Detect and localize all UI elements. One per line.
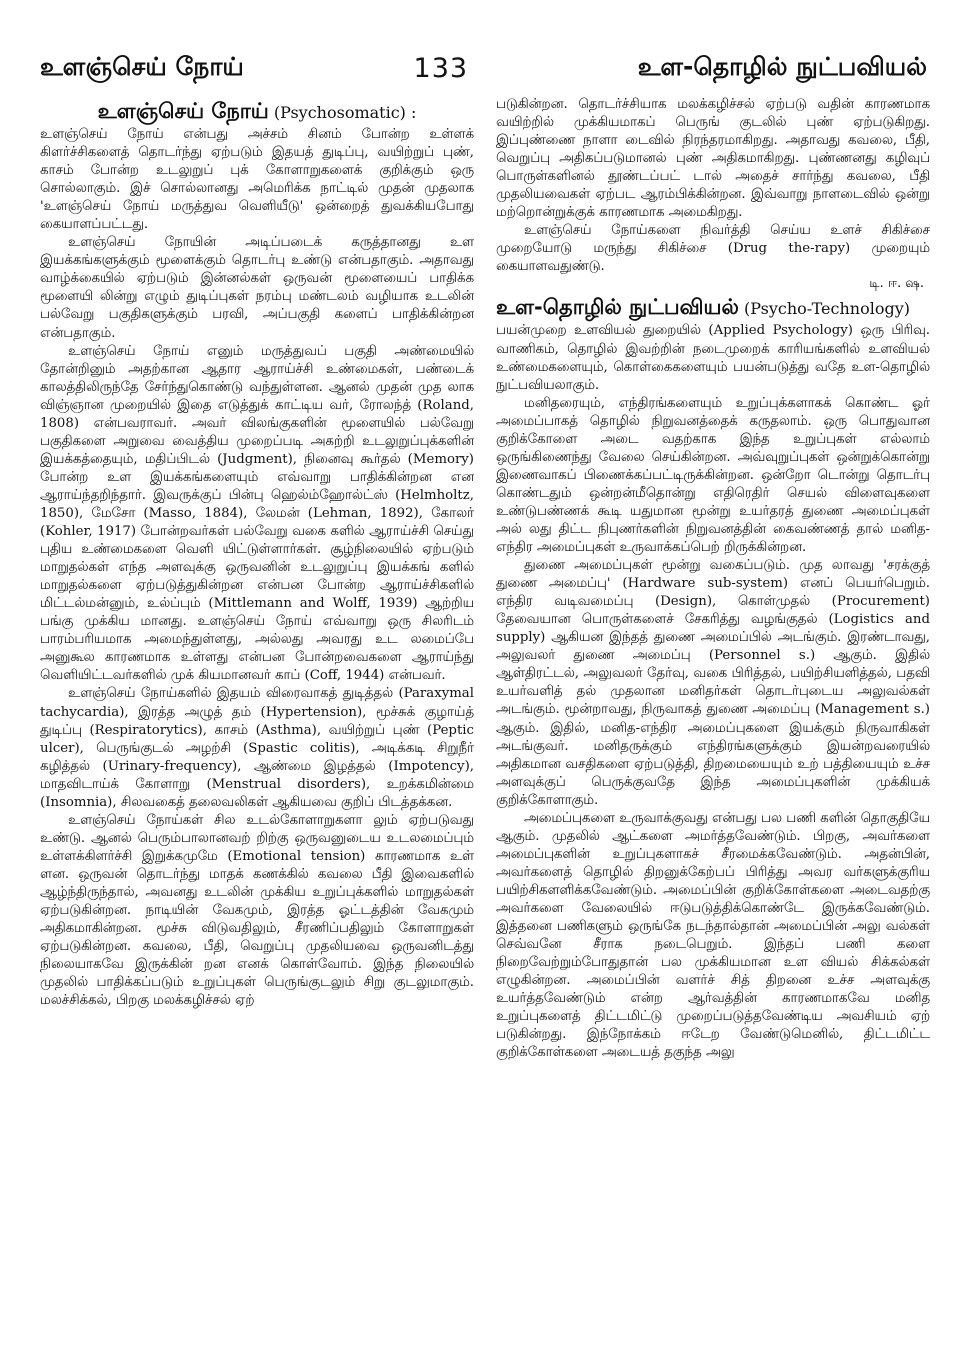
paragraph: உளஞ்செய் நோய்கள் சில உடல்கோளாறுகளா லும் ஏற்படுவது உண்டு. ஆனல் பெரும்பாலானவற் றிற்கு ஒருவனுடைய உடலமைப்பும் உள்ளக்கிளர்ச்சி இறுக்கமுமே (Emotional tension) காரணமாக உள் ளன. ஒருவன் தொடர்ந்து மாதக் கணக்கில் கவலை பீதி இவைகளில் ஆழ்ந்திருந்தால், அவனது உடலின் முக்கிய உறுப்புக்களில் மாறுதல்கள் ஏற்படுகின்றன. நாடியின் வேகமும், இரத்த ஓட்டத்தின் வேகமும் அதிகமாகின்றன. மூச்சு விடுவதிலும், சீரணிப்பதிலும் கோளாறுகள் ஏற்படுகின்றன. கவலை, பீதி, வெறுப்பு முதலியவை ஒருவனிடத்து நிலையாகவே இருக்கின் றன எனக் கொள்வோம். இந்த நிலையில் முதலில் பாதிக்கப்படும் உறுப்புகள் பெருங்குடலும் சிறு குடலுமாகும். மலச்சிக்கல், பிறகு மலக்கழிச்சல் ஏற் — [40, 812, 474, 1009]
right-column — [496, 96, 930, 1336]
author-initials: டி. ஈ. ஷ. — [869, 276, 924, 292]
paragraph: உளஞ்செய் நோய்களை நிவர்த்தி செய்ய உளச் சிகிச்சை முறையோடு மருந்து சிகிச்சை (Drug the-rapy) முறையும் கையாளவதுண்டு. — [496, 223, 930, 275]
running-head-left: உளஞ்செய் நோய் — [40, 51, 244, 81]
paragraph-continued: படுகின்றன. தொடர்ச்சியாக மலக்கழிச்சல் ஏற்படு வதின் காரணமாக வயிற்றில் முக்கியமாகப் பெருங் குடலில் புண் ஏற்படுகிறது. இப்புண்ணை நாளா டைவில் நிரந்தரமாகிறது. அதாவது கவலை, பீதி, வெறுப்பு அதிகப்படுமானல் புண் அதிகமாகிறது. புண்ணனது கழிவுப் பொருள்களினல் தூண்டப்பட் டால் அதைச் சார்ந்து கவலை, பீதி முதலியவைகள் ஏற்பட ஆரம்பிக்கின்றன. இவ்வாறு நாளடைவில் ஒன்று மற்றொன்றுக்குக் காரணமாக அமைகிறது. — [496, 97, 930, 221]
paragraph: பயன்முறை உளவியல் துறையில் (Applied Psychology) ஒரு பிரிவு. வாணிகம், தொழில் இவற்றின் நடைமுறைக் காரியங்களில் உளவியல் உண்மைகளையும், கொள்கைகளையும் பயன்படுத்து வதே உள-தொழில் நுட்பவியலாகும். — [496, 323, 930, 393]
paragraph: துணை அமைப்புகள் மூன்று வகைப்படும். முத லாவது 'சரக்குத் துணை அமைப்பு' (Hardware sub-system) எனப் பெயர்பெறும். எந்திர வடிவமைப்பு (Design), கொள்முதல் (Procurement) தேவையான பொருள்களைச் சேகரித்து வழங்குதல் (Logistics and supply) ஆகியன இந்தத் துணை அமைப்பில் அடங்கும். இரண்டாவது, அலுவலர் துணை அமைப்பு (Personnel s.) ஆகும். இதில் ஆள்திரட்டல், அலுவலர் தேர்வு, வகை பிரித்தல், பயிற்சியளித்தல், பதவி உயர்வளித் தல் முதலான மனிதர்கள் தொடர்புடைய அலுவல்கள் அடங்கும். மூன்றாவது, நிருவாகத் துணை அமைப்பு (Management s.) ஆகும். இதில், மனித-எந்திர அமைப்புகளை இயக்கும் நிருவாகிகள் அடங்குவர். மனிதருக்கும் எந்திரங்களுக்கும் இயன்றவரையில் அதிகமான வசதிகளை ஏற்படுத்தி, திறமையையும் உற் பத்தியையும் உச்ச அளவுக்குப் பெருக்குவதே இந்த அமைப்புகளின் முக்கியக் குறிக்கோளாகும். — [496, 558, 930, 808]
paragraph: உளஞ்செய் நோய்களில் இதயம் விரைவாகத் துடித்தல் (Paraxymal tachycardia), இரத்த அழுத் தம் (Hypertension), மூச்சுக் குழாய்த் துடிப்பு (Respiratorytics), காசம் (Asthma), வயிற்றுப் புண் (Peptic ulcer), பெருங்குடல் அழற்சி (Spastic colitis), அடிக்கடி சிறுநீர் கழித்தல் (Urinary-frequency), ஆண்மை இழத்தல் (Impotency), மாதவிடாய்க் கோளாறு (Menstrual disorders), உறக்கமின்மை (Insomnia), சிலவகைத் தலைவலிகள் ஆகியவை குறிப் பிடத்தக்கன. — [40, 686, 474, 810]
paragraph: உளஞ்செய் நோய் எனும் மருத்துவப் பகுதி அண்மையில் தோன்றினும் அதற்கான ஆதார ஆராய்ச்சி உண்மைகள், பண்டைக் காலத்திலிருந்தே சேர்ந்துகொண்டு வந்துள்ளன. ஆனல் முதன் முத லாக விஞ்ஞான முறையில் இதை எடுத்துக் காட்டிய வர், ரோலந்த் (Roland, 1808) என்பவராவர். அவர் விலங்குகளின் மூளையில் பல்வேறு பகுதிகளை அறுவை வைத்திய முறைப்படி அகற்றி உடலுறுப்புக்களின் இயக்கத்தையும், மதிப்பிடல் (Judgment), நினைவு கூர்தல் (Memory) போன்ற உள இயக்கங்களையும் எவ்வாறு பாதிக்கின்றன என ஆராய்ந்தறிந்தார். இவருக்குப் பின்பு ஹெல்ம்ஹோல்ட்ஸ் (Helmholtz, 1850), மேசோ (Masso, 1884), லேமன் (Lehman, 1892), கோலர் (Kohler, 1917) போன்றவர்கள் பல்வேறு வகை களில் ஆராய்ச்சி செய்து புதிய உண்மைகளை வெளி யிட்டுள்ளார்கள். சூழ்நிலையில் ஏற்படும் மாறுதல்கள் எந்த அளவுக்கு ஒருவனின் உடலுறுப்பு இயக்கங் களில் மாறுதல்களை ஏற்படுத்துகின்றன என்பன போன்ற ஆராய்ச்சிகளில் மிட்டல்மன்னும், உல்ப்பும் (Mittlemann and Wolff, 1939) ஆற்றிய பங்கு முக்கிய மானது. உளஞ்செய் நோய் எவ்வாறு ஒரு சிலரிடம் பாரம்பரியமாக அமைந்துள்ளது, அல்லது அவரது உட லமைப்பே அனுகூல காரணமாக உள்ளது என்பன போன்றவைகளை ஆராய்ந்து வெளியிட்டவர்களில் முக் கியமானவர் காப் (Coff, 1944) என்பவர். — [40, 343, 474, 684]
paragraph: அமைப்புகளை உருவாக்குவது என்பது பல பணி களின் தொகுதியே ஆகும். முதலில் ஆட்களை அமர்த்தவேண்டும். பிறகு, அவர்களை அமைப்புகளின் உறுப்புகளாகச் சீரமைக்கவேண்டும். அதன்பின், அவர்களைத் தொழில் திறனுக்கேற்பப் பிரித்து அவர வர்களுக்குரிய பயிற்சிகளளிக்கவேண்டும். அமைப்பின் குறிக்கோள்களை அடைவதற்கு அவர்களை வேலையில் ஈடுபடுத்திக்கொண்டே இருக்கவேண்டும். இத்தனை பணிகளும் ஒருங்கே நடந்தால்தான் அமைப்பின் அலு வல்கள் செவ்வனே சீராக நடைபெறும். இந்தப் பணி களை நிறைவேற்றும்போதுதான் பல முக்கியமான உள வியல் சிக்கல்கள் எழுகின்றன. அமைப்பின் வளர்ச் சித் திறனை உச்ச அளவுக்கு உயர்த்தவேண்டும் என்ற ஆர்வத்தின் காரணமாகவே மனித உறுப்புகளைத் திட்டமிட்டு முறைப்படுத்தவேண்டிய அவசியம் ஏற் படுகின்றது. இந்நோக்கம் ஈடேற வேண்டுமெனில், திட்டமிட்ட குறிக்கோள்களை அடையத் தகுந்த அலு — [496, 810, 930, 1061]
paragraph: உளஞ்செய் நோயின் அடிப்படைக் கருத்தானது உள இயக்கங்களுக்கும் மூளைக்கும் தொடர்பு உண்டு என்பதாகும். அதாவது வாழ்க்கையில் ஏற்படும் இன்னல்கள் ஒருவன் மூளையைப் பாதிக்க மூளையி லின்று எழும் துடிப்புகள் நரம்பு மண்டலம் வழியாக உடலின் பல்வேறு பகுதிகளுக்கும் பரவி, அப்பகுதி களைப் பாதிக்கின்றன என்பதாகும். — [40, 235, 474, 341]
left-column — [40, 96, 474, 1336]
entry-english-term: (Psycho-Technology) — [744, 299, 910, 319]
page-header — [40, 46, 927, 90]
entry-heading-psycho-technology — [496, 294, 930, 322]
paragraph: உளஞ்செய் நோய் என்பது அச்சம் சினம் போன்ற உள்ளக் கிளர்ச்சிகளைத் தொடர்ந்து ஏற்படும் இதயத் துடிப்பு, வயிற்றுப் புண், காசம் போன்ற உடலுறுப் புக் கோளாறுகளைக் குறிக்கும் ஒரு சொல்லாகும். இச் சொல்லானது அமெரிக்க நாட்டில் முதன் முதலாக 'உளஞ்செய் நோய் மருத்துவ வெளியீடு' ஒன்றைத் துவக்கியபோது கையாளப்பட்டது. — [40, 127, 474, 233]
page-number: 133 — [413, 52, 469, 84]
entry-heading-psychosomatic — [40, 98, 474, 126]
text-columns — [40, 96, 930, 1336]
paragraph: மனிதரையும், எந்திரங்களையும் உறுப்புக்களாகக் கொண்ட ஓர் அமைப்பாகத் தொழில் நிறுவனத்தைக் கருதலாம். ஒரு பொதுவான குறிக்கோளை அடை வதற்காக இந்த உறுப்புகள் எல்லாம் ஒருங்கிணைந்து வேலை செய்கின்றன. அவ்வுறுப்புகள் ஒன்றுக்கொன்று இணைவாகப் பிணைக்கப்பட்டிருக்கின்றன. ஒன்றோ டொன்று தொடர்பு கொண்டதும் ஒன்றன்மீதொன்று எதிரெதிர் செயல் விளைவுகளை உண்டுபண்ணக் கூடி யதுமான மூன்று உயர்தரத் துணை அமைப்புகள் அல் லது திட்ட நிபுணர்களின் நிறுவனத்தின் கைவண்ணத் தால் மனித-எந்திர அமைப்புகள் உருவாக்கப்பெற் றிருக்கின்றன. — [496, 395, 930, 556]
entry-english-term: (Psychosomatic) : — [273, 103, 417, 122]
entry-title: உள-தொழில் நுட்பவியல் — [496, 295, 739, 320]
entry-title: உளஞ்செய் நோய் — [97, 99, 269, 123]
running-head-right: உள-தொழில் நுட்பவியல் — [637, 51, 927, 81]
